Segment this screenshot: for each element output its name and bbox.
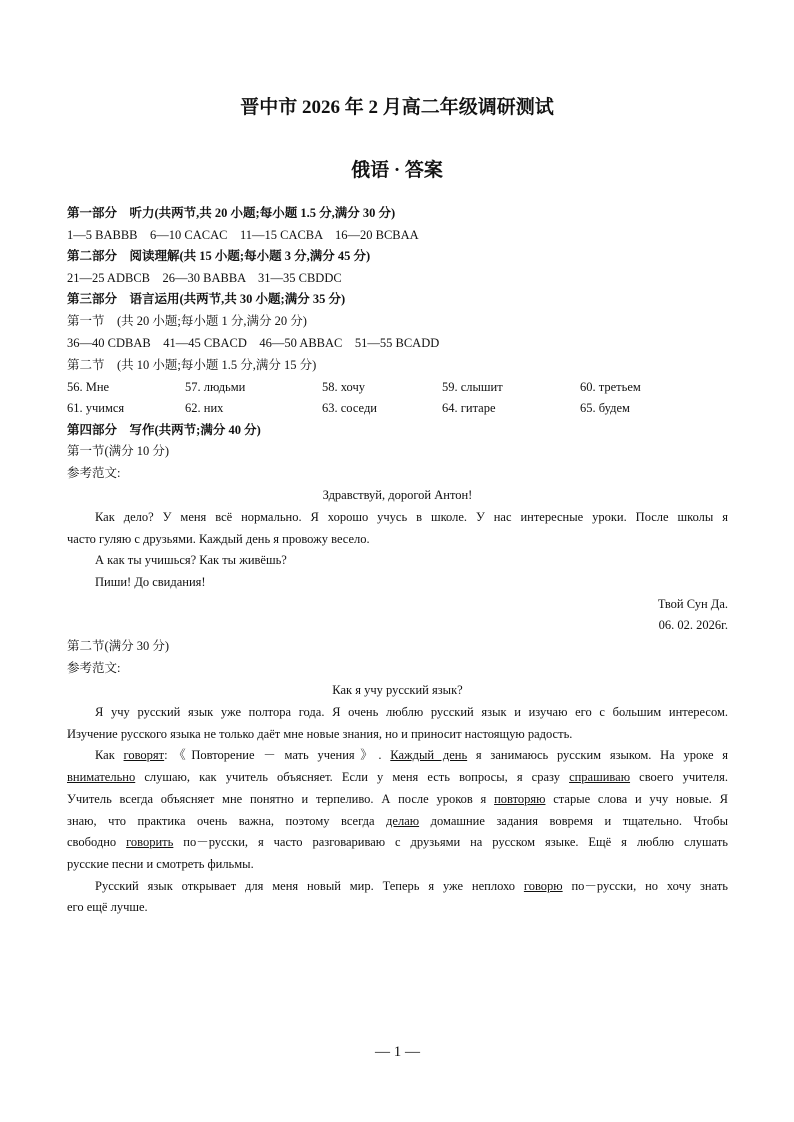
part3-section2: 第二节 (共 10 小题;每小题 1.5 分,满分 15 分) — [67, 358, 317, 372]
text-segment: Русский язык открывает для меня новый мир. Теперь я уже неплохо — [95, 878, 524, 893]
text-line — [67, 899, 728, 915]
answer-item: 59. слышит — [442, 380, 503, 394]
text-line — [95, 704, 728, 720]
underlined-word: спрашиваю — [569, 770, 631, 785]
part3-answers1: 36—40 CDBAB 41—45 CBACD 46—50 ABBAC 51—55 BCADD — [67, 336, 440, 350]
answer-item: 62. них — [185, 401, 224, 415]
text-line — [95, 574, 728, 590]
part3-heading: 第三部分 语言运用(共两节,共 30 小题;满分 35 分) — [67, 292, 346, 306]
underlined-word: внимательно — [67, 770, 136, 785]
part2-answers: 21—25 ADBCB 26—30 BABBA 31—35 CBDDC — [67, 271, 342, 285]
text-segment: домашние задания вовремя и тщательно. Чтобы — [419, 813, 728, 828]
text-line — [67, 834, 728, 850]
underlined-word: говорю — [523, 878, 563, 893]
answer-item: 60. третьем — [580, 380, 641, 394]
text-segment: Пиши! До свидания! — [95, 575, 206, 590]
page-number: — 1 — — [375, 1044, 420, 1060]
part1-heading: 第一部分 听力(共两节,共 20 小题;每小题 1.5 分,满分 30 分) — [67, 206, 396, 220]
text-segment: старые слова и учу новые. Я — [545, 791, 728, 806]
essay-title: Как я учу русский язык? — [332, 683, 463, 697]
answer-item: 61. учимся — [67, 401, 125, 415]
text-segment: его ещё лучше. — [67, 900, 148, 915]
text-segment: свободно — [67, 835, 127, 850]
reference-label-2: 参考范文: — [67, 661, 121, 675]
reference-label-1: 参考范文: — [67, 466, 121, 480]
text-line — [95, 878, 728, 894]
text-line — [95, 509, 728, 525]
underlined-word: говорить — [126, 835, 174, 850]
answer-item: 57. людьми — [185, 380, 246, 394]
text-segment: А как ты учишься? Как ты живёшь? — [95, 553, 287, 568]
document-title: 晋中市 2026 年 2 月高二年级调研测试 — [240, 97, 554, 118]
answer-item: 63. соседи — [322, 401, 377, 415]
text-segment: Я учу русский язык уже полтора года. Я очень люблю русский язык и изучаю его с большим интересом. — [95, 705, 728, 719]
text-line — [67, 856, 728, 872]
text-segment: :《Повторение － мать учения》. — [164, 748, 391, 763]
text-line — [67, 791, 728, 807]
text-segment: слушаю, как учитель объясняет. Если у меня есть вопросы, я сразу — [135, 770, 570, 785]
letter-greeting: Здравствуй, дорогой Антон! — [322, 488, 473, 502]
letter-date: 06. 02. 2026г. — [658, 618, 728, 632]
text-segment: Как дело? У меня всё нормально. Я хорошо учусь в школе. У нас интересные уроки. После школы я — [95, 510, 728, 524]
text-segment: по－русски, я часто разговариваю с друзьями на русском языке. Ещё я люблю слушать — [173, 835, 728, 850]
part4-heading: 第四部分 写作(共两节;满分 40 分) — [67, 423, 261, 437]
text-segment: знаю, что практика очень важна, поэтому всегда — [67, 813, 387, 828]
text-line — [67, 769, 728, 785]
text-segment: Как — [95, 748, 124, 763]
part4-section1: 第一节(满分 10 分) — [67, 444, 170, 458]
part2-heading: 第二部分 阅读理解(共 15 小题;每小题 3 分,满分 45 分) — [67, 249, 371, 263]
text-segment: по－русски, но хочу знать — [562, 878, 728, 893]
text-line — [67, 726, 728, 742]
text-segment: Учитель всегда объясняет мне понятно и терпеливо. А после уроков я — [67, 791, 495, 806]
part3-section1: 第一节 (共 20 小题;每小题 1 分,满分 20 分) — [67, 314, 307, 328]
text-line — [95, 747, 728, 763]
underlined-word: Каждый день — [390, 748, 468, 763]
letter-signature: Твой Сун Да. — [657, 597, 728, 611]
underlined-word: повторяю — [494, 791, 546, 806]
text-segment: своего учителя. — [630, 770, 728, 785]
answer-item: 65. будем — [580, 401, 630, 415]
answer-item: 58. хочу — [322, 380, 365, 394]
part4-section2: 第二节(满分 30 分) — [67, 639, 170, 653]
underlined-word: делаю — [386, 813, 420, 828]
part1-answers: 1—5 BABBB 6—10 CACAC 11—15 CACBA 16—20 BCBAA — [67, 228, 419, 242]
document-subtitle: 俄语 · 答案 — [351, 160, 443, 181]
text-segment: я занимаюсь русским языком. На уроке я — [467, 748, 729, 763]
answer-item: 64. гитаре — [442, 401, 496, 415]
text-segment: русские песни и смотреть фильмы. — [67, 856, 254, 871]
text-line — [95, 552, 728, 568]
text-segment: часто гуляю с друзьями. Каждый день я провожу весело. — [67, 531, 370, 546]
answer-item: 56. Мне — [67, 380, 110, 394]
text-segment: Изучение русского языка не только даёт мне новые знания, но и приносит настоящую радость. — [67, 726, 573, 741]
text-line — [67, 813, 728, 829]
underlined-word: говорят — [123, 748, 165, 763]
text-line — [67, 531, 728, 547]
